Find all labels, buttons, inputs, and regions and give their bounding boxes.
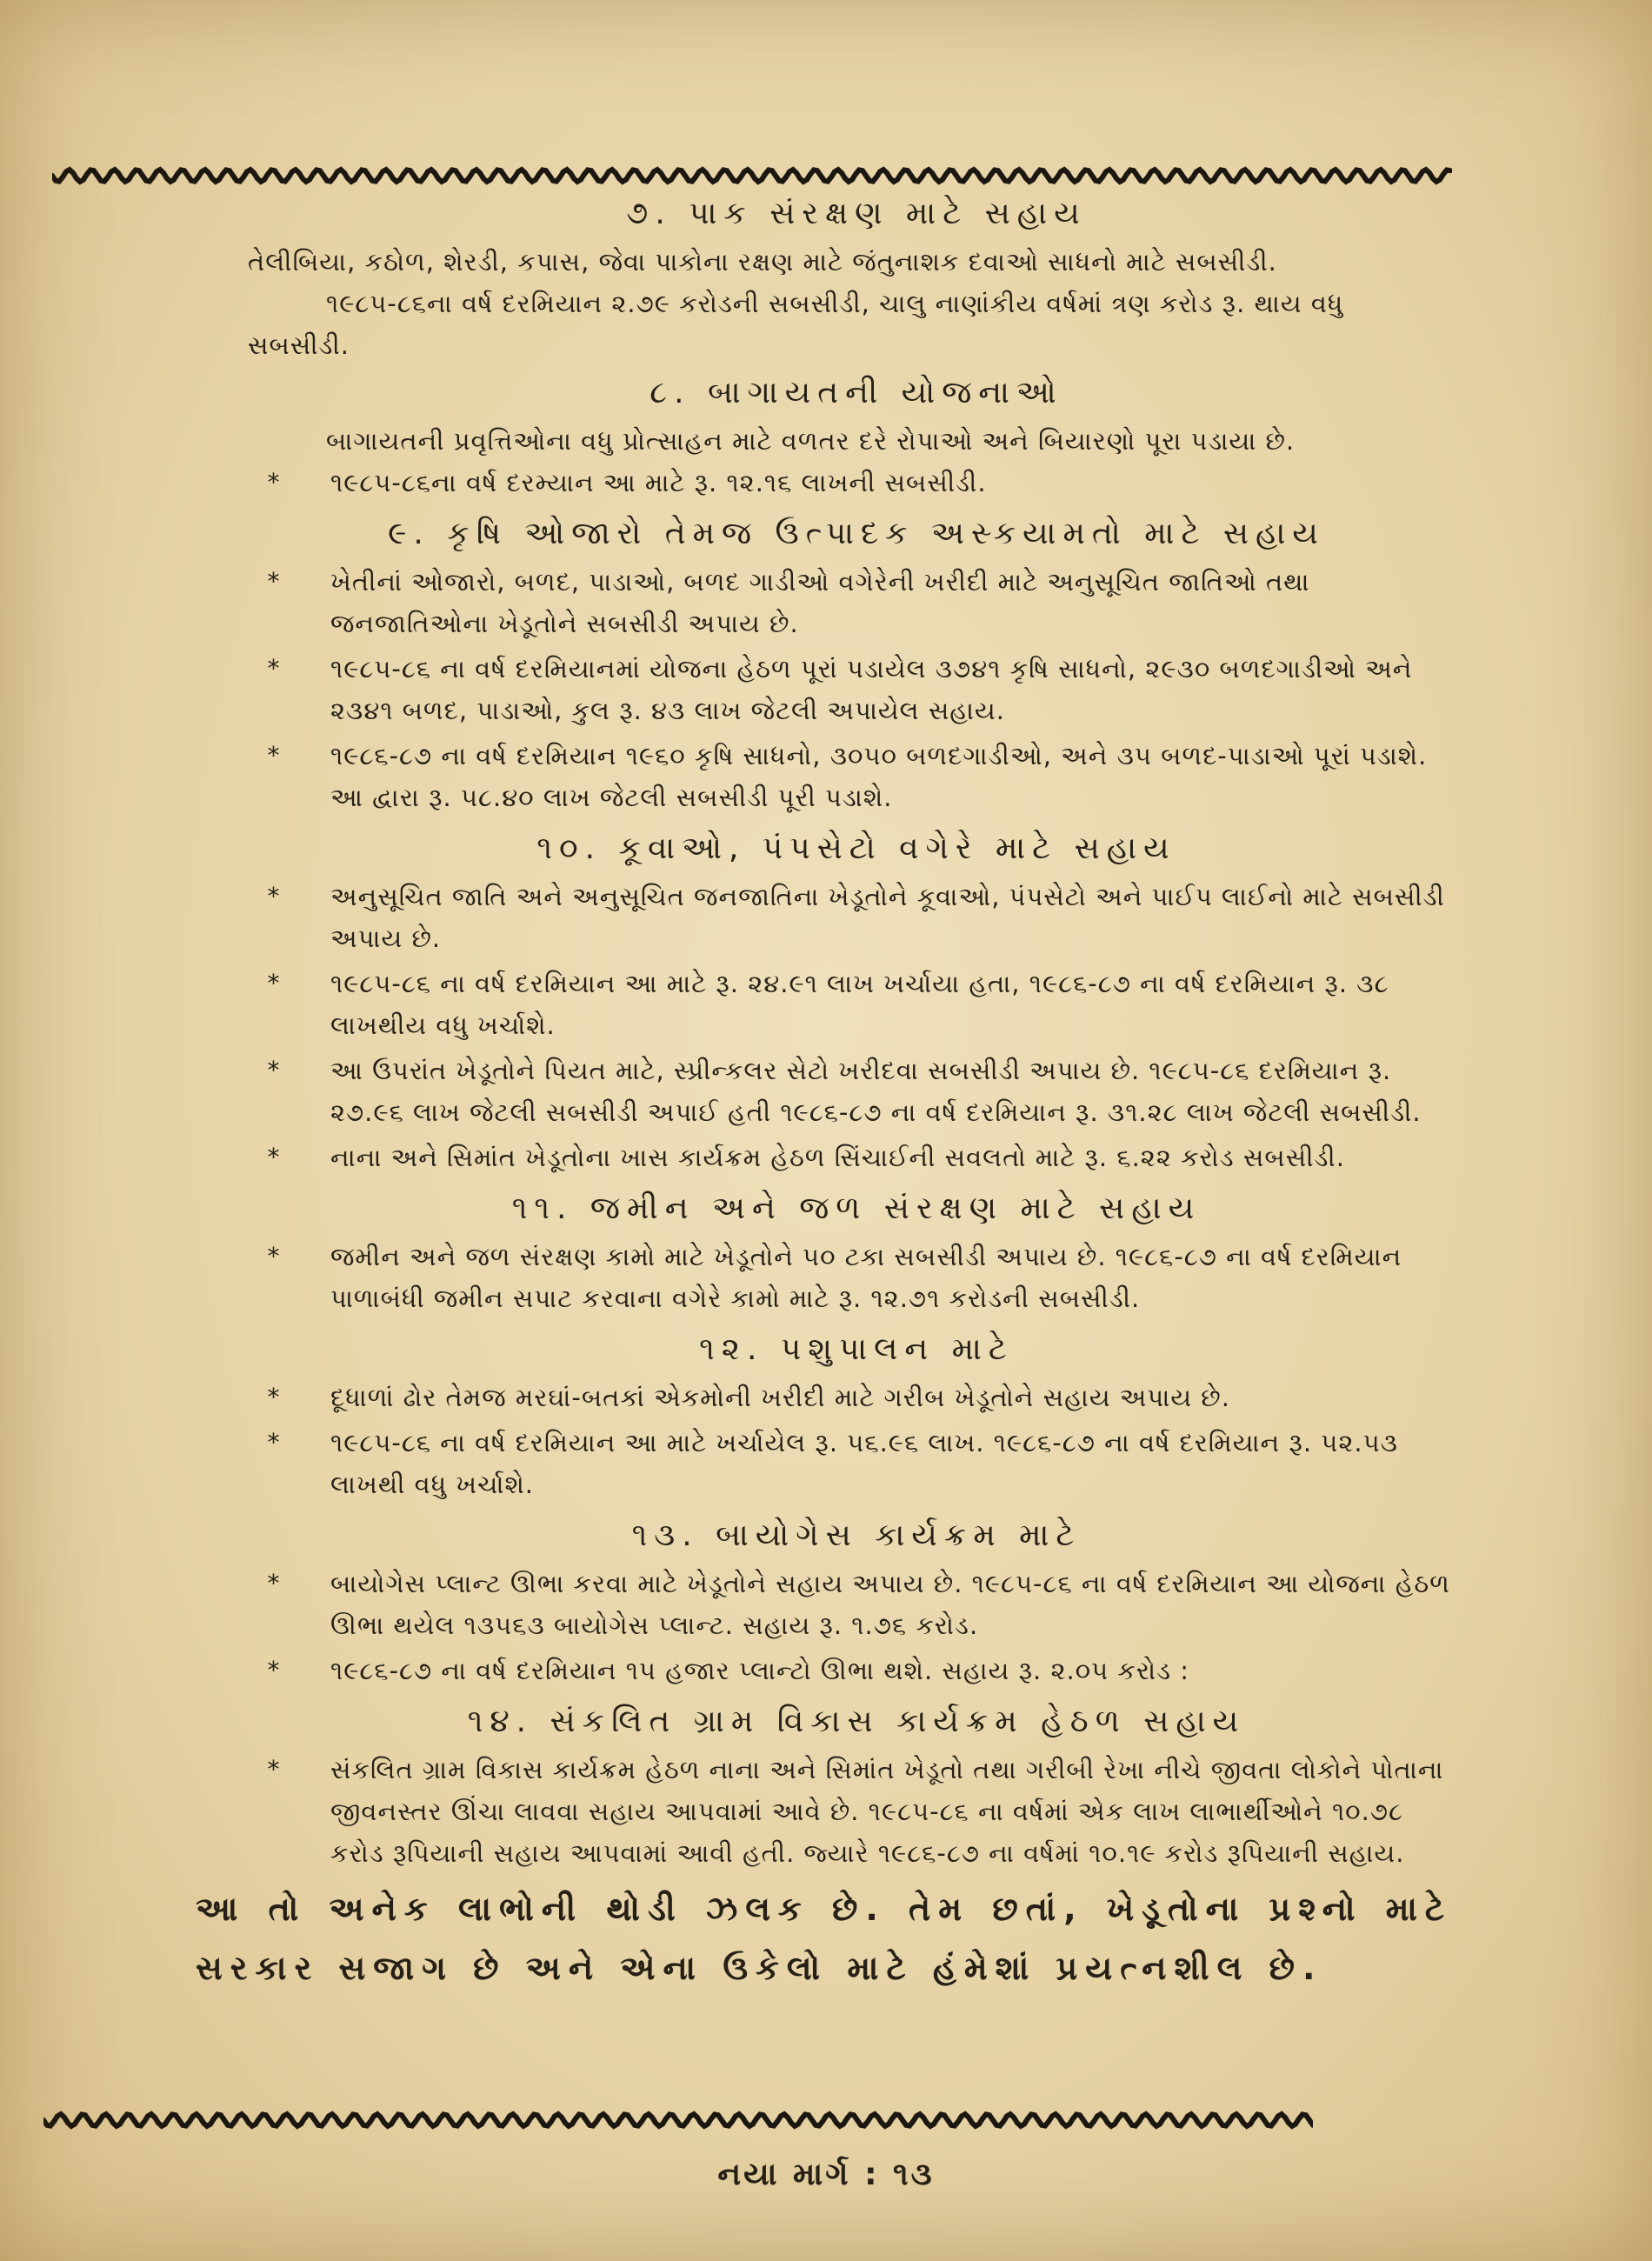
section-heading: ૧૦. કૂવાઓ, પંપસેટો વગેરે માટે સહાય [536, 830, 1176, 866]
asterisk-icon: * [267, 1569, 281, 1597]
list-item-text: દૂધાળાં ઢોર તેમજ મરઘાં-બતકાં એકમોની ખરીદી માટે ગરીબ ખેડૂતોને સહાય અપાય છે. [330, 1383, 1230, 1412]
section-horticulture [261, 366, 1452, 504]
asterisk-icon: * [267, 1428, 281, 1457]
list-item [267, 963, 1452, 1046]
list-item-text: ૧૯૮૬-૮૭ ના વર્ષ દરમિયાન ૧૯૬૦ કૃષિ સાધનો, ૩૦૫૦ બળદગાડીઓ, અને ૩૫ બળદ-પાડાઓ પૂરાં પડાશે. આ દ્વારા રૂ. ૫૮.૪૦ લાખ જેટલી સબસીડી પૂરી પડાશે. [330, 741, 1428, 812]
page-footer: નયા માર્ગ : ૧૩ [717, 2157, 935, 2192]
section-heading: ૮. બાગાયતની યોજનાઓ [649, 375, 1063, 410]
list-item-text: ૧૯૮૫-૮૬ના વર્ષ દરમ્યાન આ માટે રૂ. ૧૨.૧૬ લાખની સબસીડી. [330, 468, 987, 497]
list-item [267, 1137, 1452, 1178]
list-item [267, 561, 1452, 644]
section-heading: ૯. કૃષિ ઓજારો તેમજ ઉત્પાદક અસ્કયામતો માટે સહાય [388, 516, 1325, 551]
section-wells-pumpsets [261, 822, 1452, 1178]
list-item [267, 735, 1452, 818]
section-crop-protection [248, 187, 1452, 366]
list-item-text: બાયોગેસ પ્લાન્ટ ઊભા કરવા માટે ખેડૂતોને સહાય અપાય છે. ૧૯૮૫-૮૬ ના વર્ષ દરમિયાન આ યોજના હેઠળ ઊભા થયેલ ૧૩૫૬૩ બાયોગેસ પ્લાન્ટ. સહાય રૂ. ૧.૭૬ કરોડ. [330, 1569, 1450, 1640]
list-item [267, 1422, 1452, 1505]
list-item [267, 648, 1452, 731]
section-farm-implements [261, 507, 1452, 818]
asterisk-icon: * [267, 1755, 281, 1784]
list-item-text: ૧૯૮૫-૮૬ ના વર્ષ દરમિયાન આ માટે રૂ. ૨૪.૯૧ લાખ ખર્ચાયા હતા, ૧૯૮૬-૮૭ ના વર્ષ દરમિયાન રૂ. ૩૮ લાખથીય વધુ ખર્ચાશે. [330, 969, 1389, 1040]
list-item-text: નાના અને સિમાંત ખેડૂતોના ખાસ કાર્યક્રમ હેઠળ સિંચાઈની સવલતો માટે રૂ. ૬.૨૨ કરોડ સબસીડી. [330, 1143, 1345, 1172]
section-land-water-conservation [261, 1182, 1452, 1319]
section-biogas [261, 1509, 1452, 1691]
asterisk-icon: * [267, 468, 281, 497]
asterisk-icon: * [267, 1056, 281, 1084]
section-heading: ૧૧. જમીન અને જળ સંરક્ષણ માટે સહાય [511, 1191, 1202, 1226]
asterisk-icon: * [267, 882, 281, 910]
list-item-text: ૧૯૮૬-૮૭ ના વર્ષ દરમિયાન ૧૫ હજાર પ્લાન્ટો ઊભા થશે. સહાય રૂ. ૨.૦૫ કરોડ : [330, 1656, 1190, 1685]
asterisk-icon: * [267, 1383, 281, 1411]
list-item [267, 1050, 1452, 1133]
section-lead-text: બાગાયતની પ્રવૃત્તિઓના વધુ પ્રોત્સાહન માટે વળતર દરે રોપાઓ અને બિયારણો પૂરા પડાયા છે. [326, 426, 1296, 456]
list-item [267, 1749, 1452, 1874]
list-item [267, 462, 1452, 504]
section-integrated-rural-development [261, 1695, 1452, 1874]
closing-statement: આ તો અનેક લાભોની થોડી ઝલક છે. તેમ છતાં, ખેડૂતોના પ્રશ્નો માટે સરકાર સજાગ છે અને એના ઉકેલો માટે હંમેશાં પ્રયત્નશીલ છે. [196, 1890, 1452, 1987]
list-item-text: જમીન અને જળ સંરક્ષણ કામો માટે ખેડૂતોને ૫૦ ટકા સબસીડી અપાય છે. ૧૯૮૬-૮૭ ના વર્ષ દરમિયાન પાળાબંધી જમીન સપાટ કરવાના વગેરે કામો માટે રૂ. ૧૨.૭૧ કરોડની સબસીડી. [330, 1242, 1402, 1313]
page-content [196, 187, 1452, 1998]
section-heading: ૧૨. પશુપાલન માટે [699, 1331, 1014, 1367]
list-item [267, 1563, 1452, 1646]
list-item-text: ખેતીનાં ઓજારો, બળદ, પાડાઓ, બળદ ગાડીઓ વગેરેની ખરીદી માટે અનુસૂચિત જાતિઓ તથા જનજાતિઓના ખેડૂતોને સબસીડી અપાય છે. [330, 567, 1310, 638]
list-item [267, 1650, 1452, 1691]
section-heading: ૧૪. સંકલિત ગ્રામ વિકાસ કાર્યક્રમ હેઠળ સહાય [467, 1704, 1246, 1739]
bottom-wavy-rule [43, 2103, 1313, 2138]
list-item [267, 1236, 1452, 1319]
list-item-text: આ ઉપરાંત ખેડૂતોને પિયત માટે, સ્પ્રીન્કલર સેટો ખરીદવા સબસીડી અપાય છે. ૧૯૮૫-૮૬ દરમિયાન રૂ. ૨૭.૯૬ લાખ જેટલી સબસીડી અપાઈ હતી ૧૯૮૬-૮૭ ના વર્ષ દરમિયાન રૂ. ૩૧.૨૮ લાખ જેટલી સબસીડી. [330, 1056, 1422, 1127]
list-item-text: અનુસૂચિત જાતિ અને અનુસૂચિત જનજાતિના ખેડૂતોને કૂવાઓ, પંપસેટો અને પાઈપ લાઈનો માટે સબસીડી અપાય છે. [330, 882, 1445, 953]
list-item [267, 1377, 1452, 1418]
asterisk-icon: * [267, 654, 281, 683]
section-heading: ૧૩. બાયોગેસ કાર્યક્રમ માટે [631, 1517, 1082, 1553]
section-animal-husbandry [261, 1323, 1452, 1505]
asterisk-icon: * [267, 741, 281, 770]
list-item [267, 876, 1452, 959]
asterisk-icon: * [267, 969, 281, 997]
list-item-text: સંકલિત ગ્રામ વિકાસ કાર્યક્રમ હેઠળ નાના અને સિમાંત ખેડૂતો તથા ગરીબી રેખા નીચે જીવતા લોકોને પોતાના જીવનસ્તર ઊંચા લાવવા સહાય આપવામાં આવે છે. ૧૯૮૫-૮૬ ના વર્ષમાં એક લાખ લાભાર્થીઓને ૧૦.૭૮ કરોડ રૂપિયાની સહાય આપવામાં આવી હતી. જ્યારે ૧૯૮૬-૮૭ ના વર્ષમાં ૧૦.૧૯ કરોડ રૂપિયાની સહાય. [330, 1755, 1444, 1868]
asterisk-icon: * [267, 1242, 281, 1271]
asterisk-icon: * [267, 1656, 281, 1684]
section-paragraph: ૧૯૮૫-૮૬ના વર્ષ દરમિયાન ૨.૭૯ કરોડની સબસીડી, ચાલુ નાણાંકીય વર્ષમાં ત્રણ કરોડ રૂ. થાય વધુ સબસીડી. [248, 289, 1344, 360]
section-lead-text: તેલીબિયા, કઠોળ, શેરડી, કપાસ, જેવા પાકોના રક્ષણ માટે જંતુનાશક દવાઓ સાધનો માટે સબસીડી. [248, 247, 1277, 277]
asterisk-icon: * [267, 1143, 281, 1171]
asterisk-icon: * [267, 567, 281, 596]
list-item-text: ૧૯૮૫-૮૬ ના વર્ષ દરમિયાનમાં યોજના હેઠળ પૂરાં પડાયેલ ૩૭૪૧ કૃષિ સાધનો, ૨૯૩૦ બળદગાડીઓ અને ૨૩૪૧ બળદ, પાડાઓ, કુલ રૂ. ૪૩ લાખ જેટલી અપાયેલ સહાય. [330, 654, 1413, 725]
section-heading: ૭. પાક સંરક્ષણ માટે સહાય [626, 196, 1087, 231]
list-item-text: ૧૯૮૫-૮૬ ના વર્ષ દરમિયાન આ માટે ખર્ચાયેલ રૂ. ૫૬.૯૬ લાખ. ૧૯૮૬-૮૭ ના વર્ષ દરમિયાન રૂ. ૫૨.૫૩ લાખથી વધુ ખર્ચાશે. [330, 1428, 1398, 1499]
